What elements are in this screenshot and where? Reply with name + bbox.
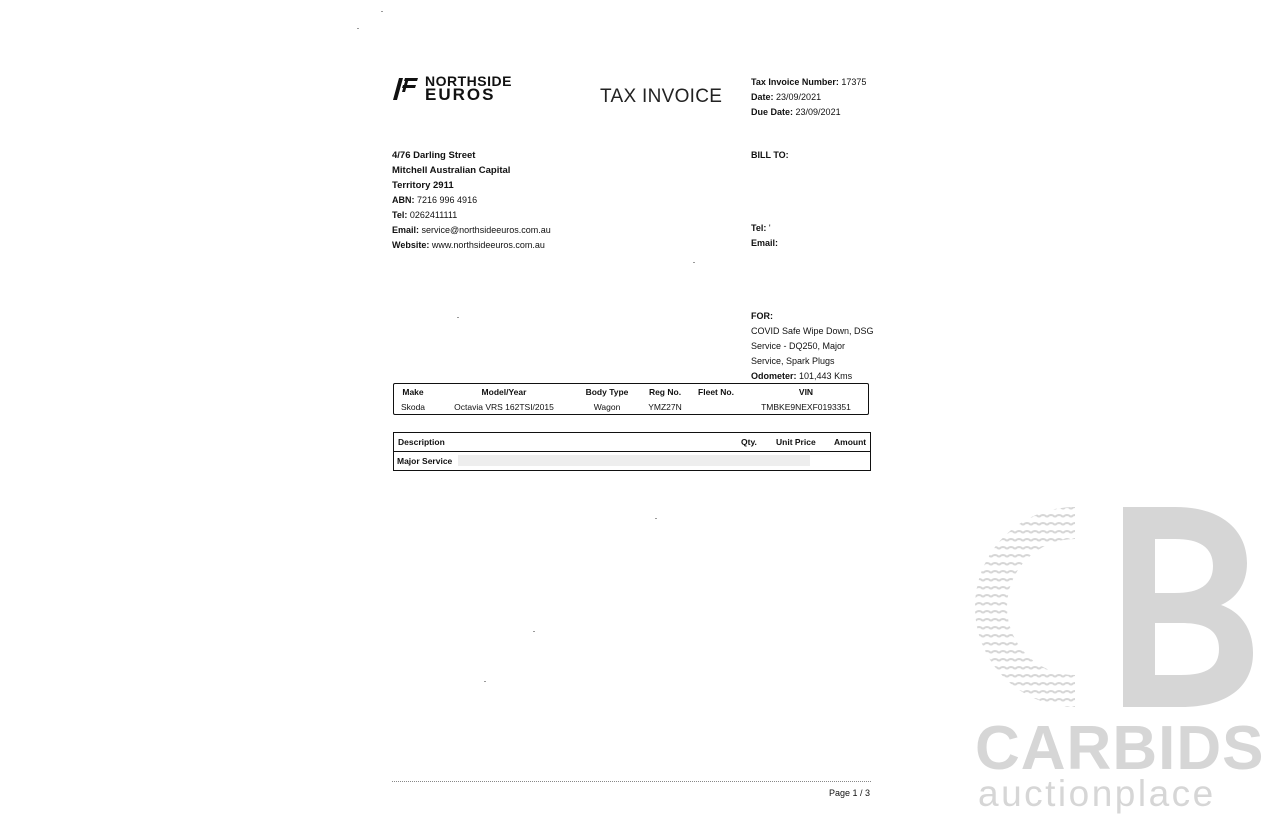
website-value: www.northsideeuros.com.au (431, 240, 545, 250)
customer-email-label: Email: (751, 238, 779, 248)
cell-make: Skoda (400, 402, 426, 412)
company-address (392, 148, 551, 253)
items-table-header (394, 433, 870, 452)
scan-speck (381, 11, 383, 12)
col-make: Make (402, 387, 424, 397)
carbids-watermark-logo-icon (975, 505, 1255, 710)
customer-tel: ' (768, 223, 771, 233)
vehicle-table-header (394, 385, 868, 400)
cell-body-type: Wagon (593, 402, 621, 412)
customer-contact (751, 221, 778, 251)
northside-euros-logo-icon (392, 76, 418, 100)
cell-model-year: Octavia VRS 162TSI/2015 (454, 402, 554, 412)
for-line2: Service - DQ250, Major (751, 341, 846, 351)
for-label: FOR: (751, 311, 773, 321)
document-title: TAX INVOICE (600, 86, 723, 107)
scan-speck (457, 317, 459, 318)
item-description: Major Service (397, 456, 453, 466)
table-row (394, 400, 868, 415)
col-vin: VIN (798, 387, 814, 397)
invoice-number: 17375 (841, 77, 867, 87)
invoice-number-label: Tax Invoice Number: (751, 77, 839, 87)
col-description: Description (398, 437, 445, 447)
invoice-meta (751, 75, 866, 120)
tel-value: 0262411111 (409, 210, 458, 220)
odometer-label: Odometer: (751, 371, 797, 381)
logo-line2: EUROS (425, 85, 496, 104)
tel-label: Tel: (392, 210, 408, 220)
table-row (394, 452, 870, 470)
website-label: Website: (392, 240, 430, 250)
date-label: Date: (751, 92, 774, 102)
redacted-text (458, 455, 810, 466)
cell-vin: TMBKE9NEXF0193351 (761, 402, 851, 412)
scan-speck (533, 631, 535, 632)
scan-speck (693, 262, 695, 263)
scan-speck (357, 28, 359, 29)
bill-to-label: BILL TO: (751, 150, 789, 160)
scan-speck (484, 681, 486, 682)
bill-to (751, 148, 789, 163)
items-table (393, 432, 871, 471)
for-block (751, 309, 881, 384)
address-line3: Territory 2911 (392, 180, 454, 191)
col-body-type: Body Type (585, 387, 629, 397)
company-logo (392, 74, 542, 102)
col-qty: Qty. (741, 437, 757, 447)
footer-divider (392, 781, 871, 782)
page-number (829, 788, 870, 798)
col-reg-no: Reg No. (648, 387, 682, 397)
page-label: Page (829, 788, 851, 798)
due-date-label: Due Date: (751, 107, 794, 117)
invoice-date: 23/09/2021 (776, 92, 822, 102)
for-line3: Service, Spark Plugs (751, 356, 835, 366)
logo-line1: NORTHSIDE (425, 73, 512, 89)
col-fleet-no: Fleet No. (698, 387, 734, 397)
vehicle-table (393, 383, 869, 415)
odometer-value: 101,443 Kms (799, 371, 853, 381)
col-amount: Amount (834, 437, 867, 447)
cell-reg-no: YMZ27N (648, 402, 682, 412)
email-label: Email: (392, 225, 420, 235)
abn-value: 7216 996 4916 (417, 195, 478, 205)
watermark-brand: CARBIDS (975, 714, 1265, 783)
watermark-tagline: auctionplace (978, 773, 1216, 814)
for-line1: COVID Safe Wipe Down, DSG (751, 326, 874, 336)
address-line2: Mitchell Australian Capital (392, 165, 511, 176)
col-unit-price: Unit Price (776, 437, 816, 447)
col-model-year: Model/Year (481, 387, 527, 397)
page-value: 1 / 3 (852, 788, 871, 798)
address-line1: 4/76 Darling Street (392, 150, 476, 161)
email-value: service@northsideeuros.com.au (421, 225, 551, 235)
abn-label: ABN: (392, 195, 415, 205)
customer-tel-label: Tel: (751, 223, 767, 233)
due-date: 23/09/2021 (795, 107, 841, 117)
scan-speck (655, 518, 657, 519)
